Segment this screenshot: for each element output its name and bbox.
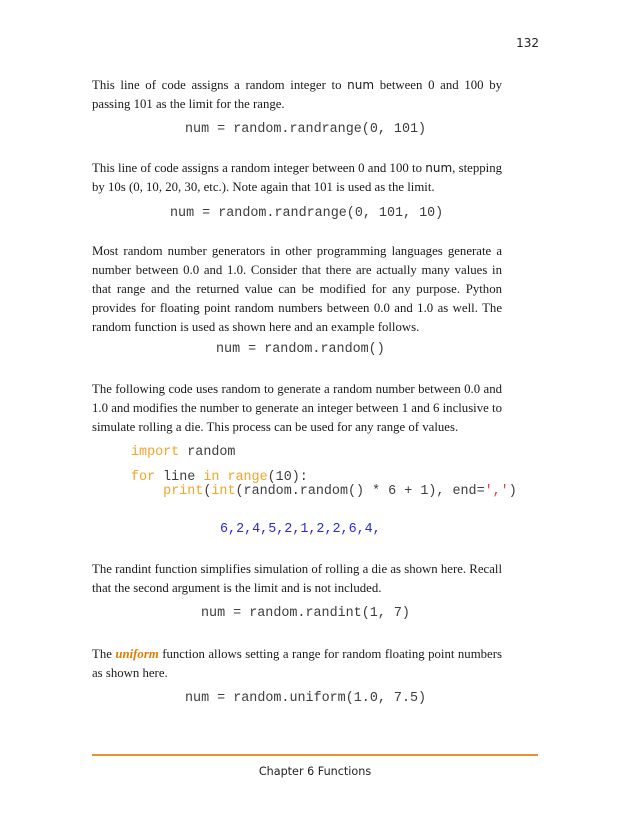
text: , stepping by 10s (0, 10, 20, 30, etc.). Note again that 101 is used as the limit. — [92, 161, 502, 194]
code-text: (10): — [267, 470, 308, 485]
code-text: line — [155, 470, 204, 485]
code-text: (random.random() * 6 + 1), end= — [235, 484, 485, 499]
code-indent — [131, 484, 163, 499]
code-text: ) — [508, 484, 517, 499]
code-die-line-2 — [131, 470, 308, 485]
keyword: import — [131, 445, 180, 460]
text: This line of code assigns a random integer between 0 and 100 to — [92, 161, 426, 175]
keyword: print — [163, 484, 204, 499]
text: The — [92, 647, 116, 661]
page-number: 132 — [516, 36, 539, 50]
paragraph-uniform — [92, 645, 502, 683]
keyword: range — [227, 470, 268, 485]
paragraph-randrange-step — [92, 159, 502, 197]
code-output: 6,2,4,5,2,1,2,2,6,4, — [220, 522, 381, 537]
text: function allows setting a range for random floating point numbers as shown here. — [92, 647, 502, 680]
keyword: for — [131, 470, 156, 485]
code-die-line-3 — [131, 484, 517, 499]
variable-name: num — [347, 78, 375, 92]
text: This line of code assigns a random integer to — [92, 78, 348, 92]
keyword: int — [211, 484, 236, 499]
paragraph-randint: The randint function simplifies simulation of rolling a die as shown here. Recall that the second argument is the limit and is not included. — [92, 562, 502, 595]
code-uniform: num = random.uniform(1.0, 7.5) — [185, 691, 427, 706]
code-randint: num = random.randint(1, 7) — [201, 606, 410, 621]
code-randrange-step: num = random.randrange(0, 101, 10) — [170, 206, 444, 221]
code-randrange: num = random.randrange(0, 101) — [185, 122, 427, 137]
keyword: in — [203, 470, 220, 485]
paragraph-die-example: The following code uses random to generate a random number between 0.0 and 1.0 and modifies the number to generate an integer between 1 and 6 inclusive to simulate rolling a die. This process can be used for any range of values. — [92, 382, 502, 434]
variable-name: num — [425, 161, 453, 175]
code-text: ( — [203, 484, 212, 499]
code-random: num = random.random() — [216, 342, 385, 357]
emphasized-term: uniform — [115, 647, 159, 661]
string-literal: ',' — [484, 484, 509, 499]
paragraph-random-intro: Most random number generators in other programming languages generate a number between 0.0 and 1.0. Consider that there are actually many values in that range and the returned value can be modified for any purpose. Python provides for floating point random numbers between 0.0 and 1.0 as well. The random function is used as shown here and an example follows. — [92, 244, 502, 334]
paragraph-randrange-intro — [92, 76, 502, 114]
code-die-line-1 — [131, 445, 235, 460]
footer-chapter-title: Chapter 6 Functions — [258, 765, 372, 778]
text: between 0 and 100 by passing 101 as the limit for the range. — [92, 78, 502, 111]
code-text: random — [179, 445, 236, 460]
footer-rule — [92, 754, 538, 756]
